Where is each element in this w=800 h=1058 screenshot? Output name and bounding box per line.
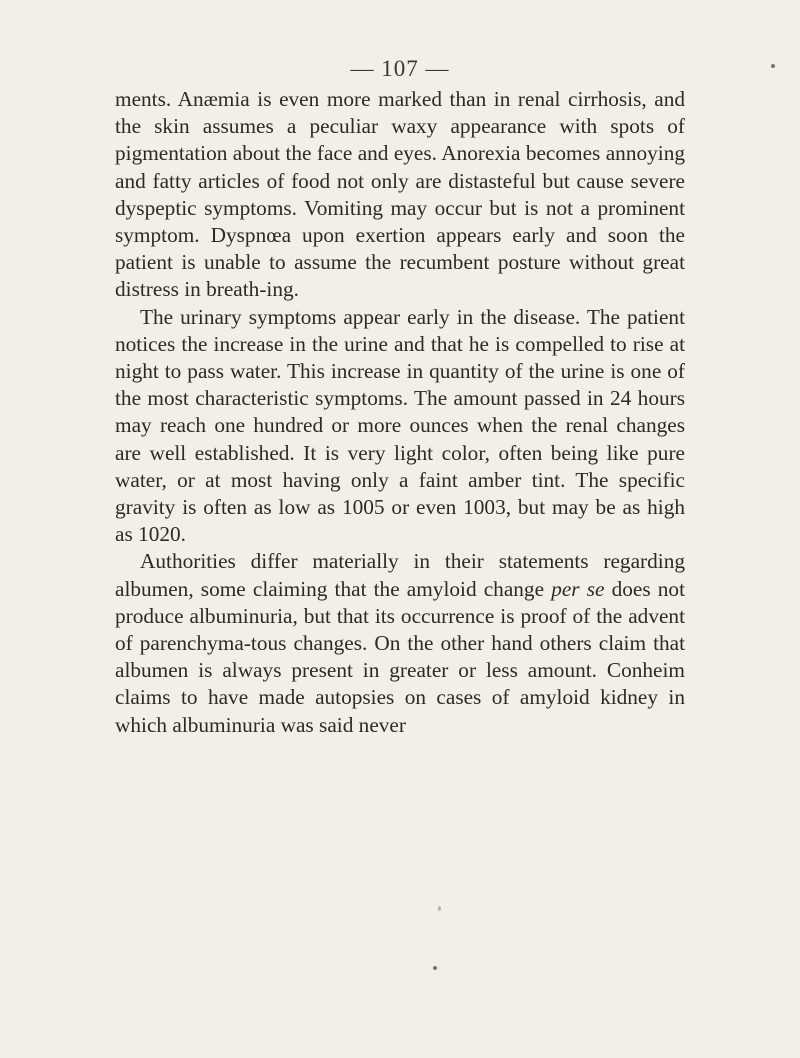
paper-speck	[771, 64, 775, 68]
paragraph-3	[115, 548, 685, 738]
paragraph-2: The urinary symptoms appear early in the disease. The patient notices the increase in the urine and that he is compelled to rise at night to pass water. This increase in quantity of the urine is one of the most characteristic symptoms. The amount passed in 24 hours may reach one hundred or more ounces when the renal changes are well established. It is very light color, often being like pure water, or at most having only a faint amber tint. The specific gravity is often as low as 1005 or even 1003, but may be as high as 1020.	[115, 304, 685, 547]
paragraph-3-after: does not produce albuminuria, but that its occurrence is proof of the advent of parenchyma-tous changes. On the other hand others claim that albumen is always present in greater or less amount. Conheim claims to have made autopsies on cases of amyloid kidney in which albuminuria was said never	[115, 576, 686, 737]
paragraph-3-before: Authorities differ materially in their statements regarding albumen, some claiming that the amyloid change	[115, 549, 685, 601]
paper-speck	[433, 966, 437, 970]
paper-speck	[438, 906, 441, 911]
page-number: — 107 —	[350, 56, 450, 81]
paragraph-1: ments. Anæmia is even more marked than in renal cirrhosis, and the skin assumes a peculiar waxy appearance with spots of pigmentation about the face and eyes. Anorexia becomes annoying and fatty articles of food not only are distasteful but cause severe dyspeptic symptoms. Vomiting may occur but is not a prominent symptom. Dyspnœa upon exertion appears early and soon the patient is unable to assume the recumbent posture without great distress in breath-ing.	[115, 87, 685, 302]
paragraph-3-italic: per se	[551, 576, 605, 601]
body-text	[115, 86, 685, 739]
